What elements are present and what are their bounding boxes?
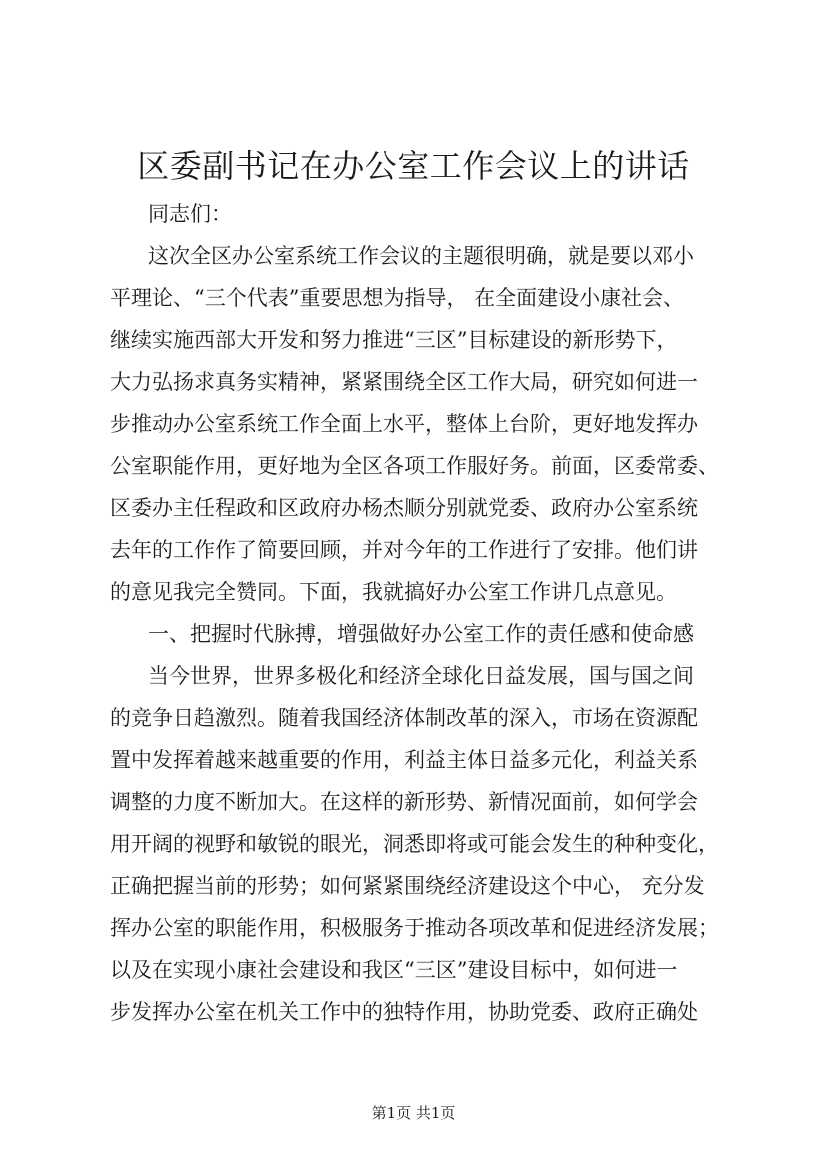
body-line: 置中发挥着越来越重要的作用，利益主体日益多元化，利益关系 [110,748,698,772]
page-footer: 第1页 共1页 [371,1104,456,1122]
body-line: 正确把握当前的形势；如何紧紧围绕经济建设这个中心， 充分发 [110,874,705,898]
body-line: 调整的力度不断加大。在这样的新形势、新情况面前，如何学会 [110,790,698,814]
body-line: 的意见我完全赞同。下面，我就搞好办公室工作讲几点意见。 [110,580,677,604]
body-line: 公室职能作用，更好地为全区各项工作服好务。前面，区委常委、 [110,454,719,478]
body-line: 当今世界，世界多极化和经济全球化日益发展，国与国之间 [148,664,694,688]
body-line: 去年的工作作了简要回顾，并对今年的工作进行了安排。他们讲 [110,538,698,562]
body-line: 继续实施西部大开发和努力推进“三区”目标建设的新形势下， [110,328,678,352]
body-line: 以及在实现小康社会建设和我区“三区”建设目标中，如何进一 [110,958,678,982]
body-line: 挥办公室的职能作用，积极服务于推动各项改革和促进经济发展； [110,916,719,940]
body-line: 步发挥办公室在机关工作中的独特作用，协助党委、政府正确处 [110,1000,698,1024]
body-line: 区委办主任程政和区政府办杨杰顺分别就党委、政府办公室系统 [110,496,698,520]
salutation: 同志们： [148,202,232,226]
body-line: 平理论、“三个代表”重要思想为指导， 在全面建设小康社会、 [110,286,685,310]
document-title: 区委副书记在办公室工作会议上的讲话 [137,147,690,185]
body-line: 步推动办公室系统工作全面上水平，整体上台阶，更好地发挥办 [110,412,698,436]
body-line: 用开阔的视野和敏锐的眼光，洞悉即将或可能会发生的种种变化， [110,832,719,856]
section-heading: 一、把握时代脉搏，增强做好办公室工作的责任感和使命感 [148,622,694,646]
body-line: 大力弘扬求真务实精神，紧紧围绕全区工作大局，研究如何进一 [110,370,698,394]
body-line: 的竞争日趋激烈。随着我国经济体制改革的深入，市场在资源配 [110,706,698,730]
body-line: 这次全区办公室系统工作会议的主题很明确，就是要以邓小 [148,244,694,268]
